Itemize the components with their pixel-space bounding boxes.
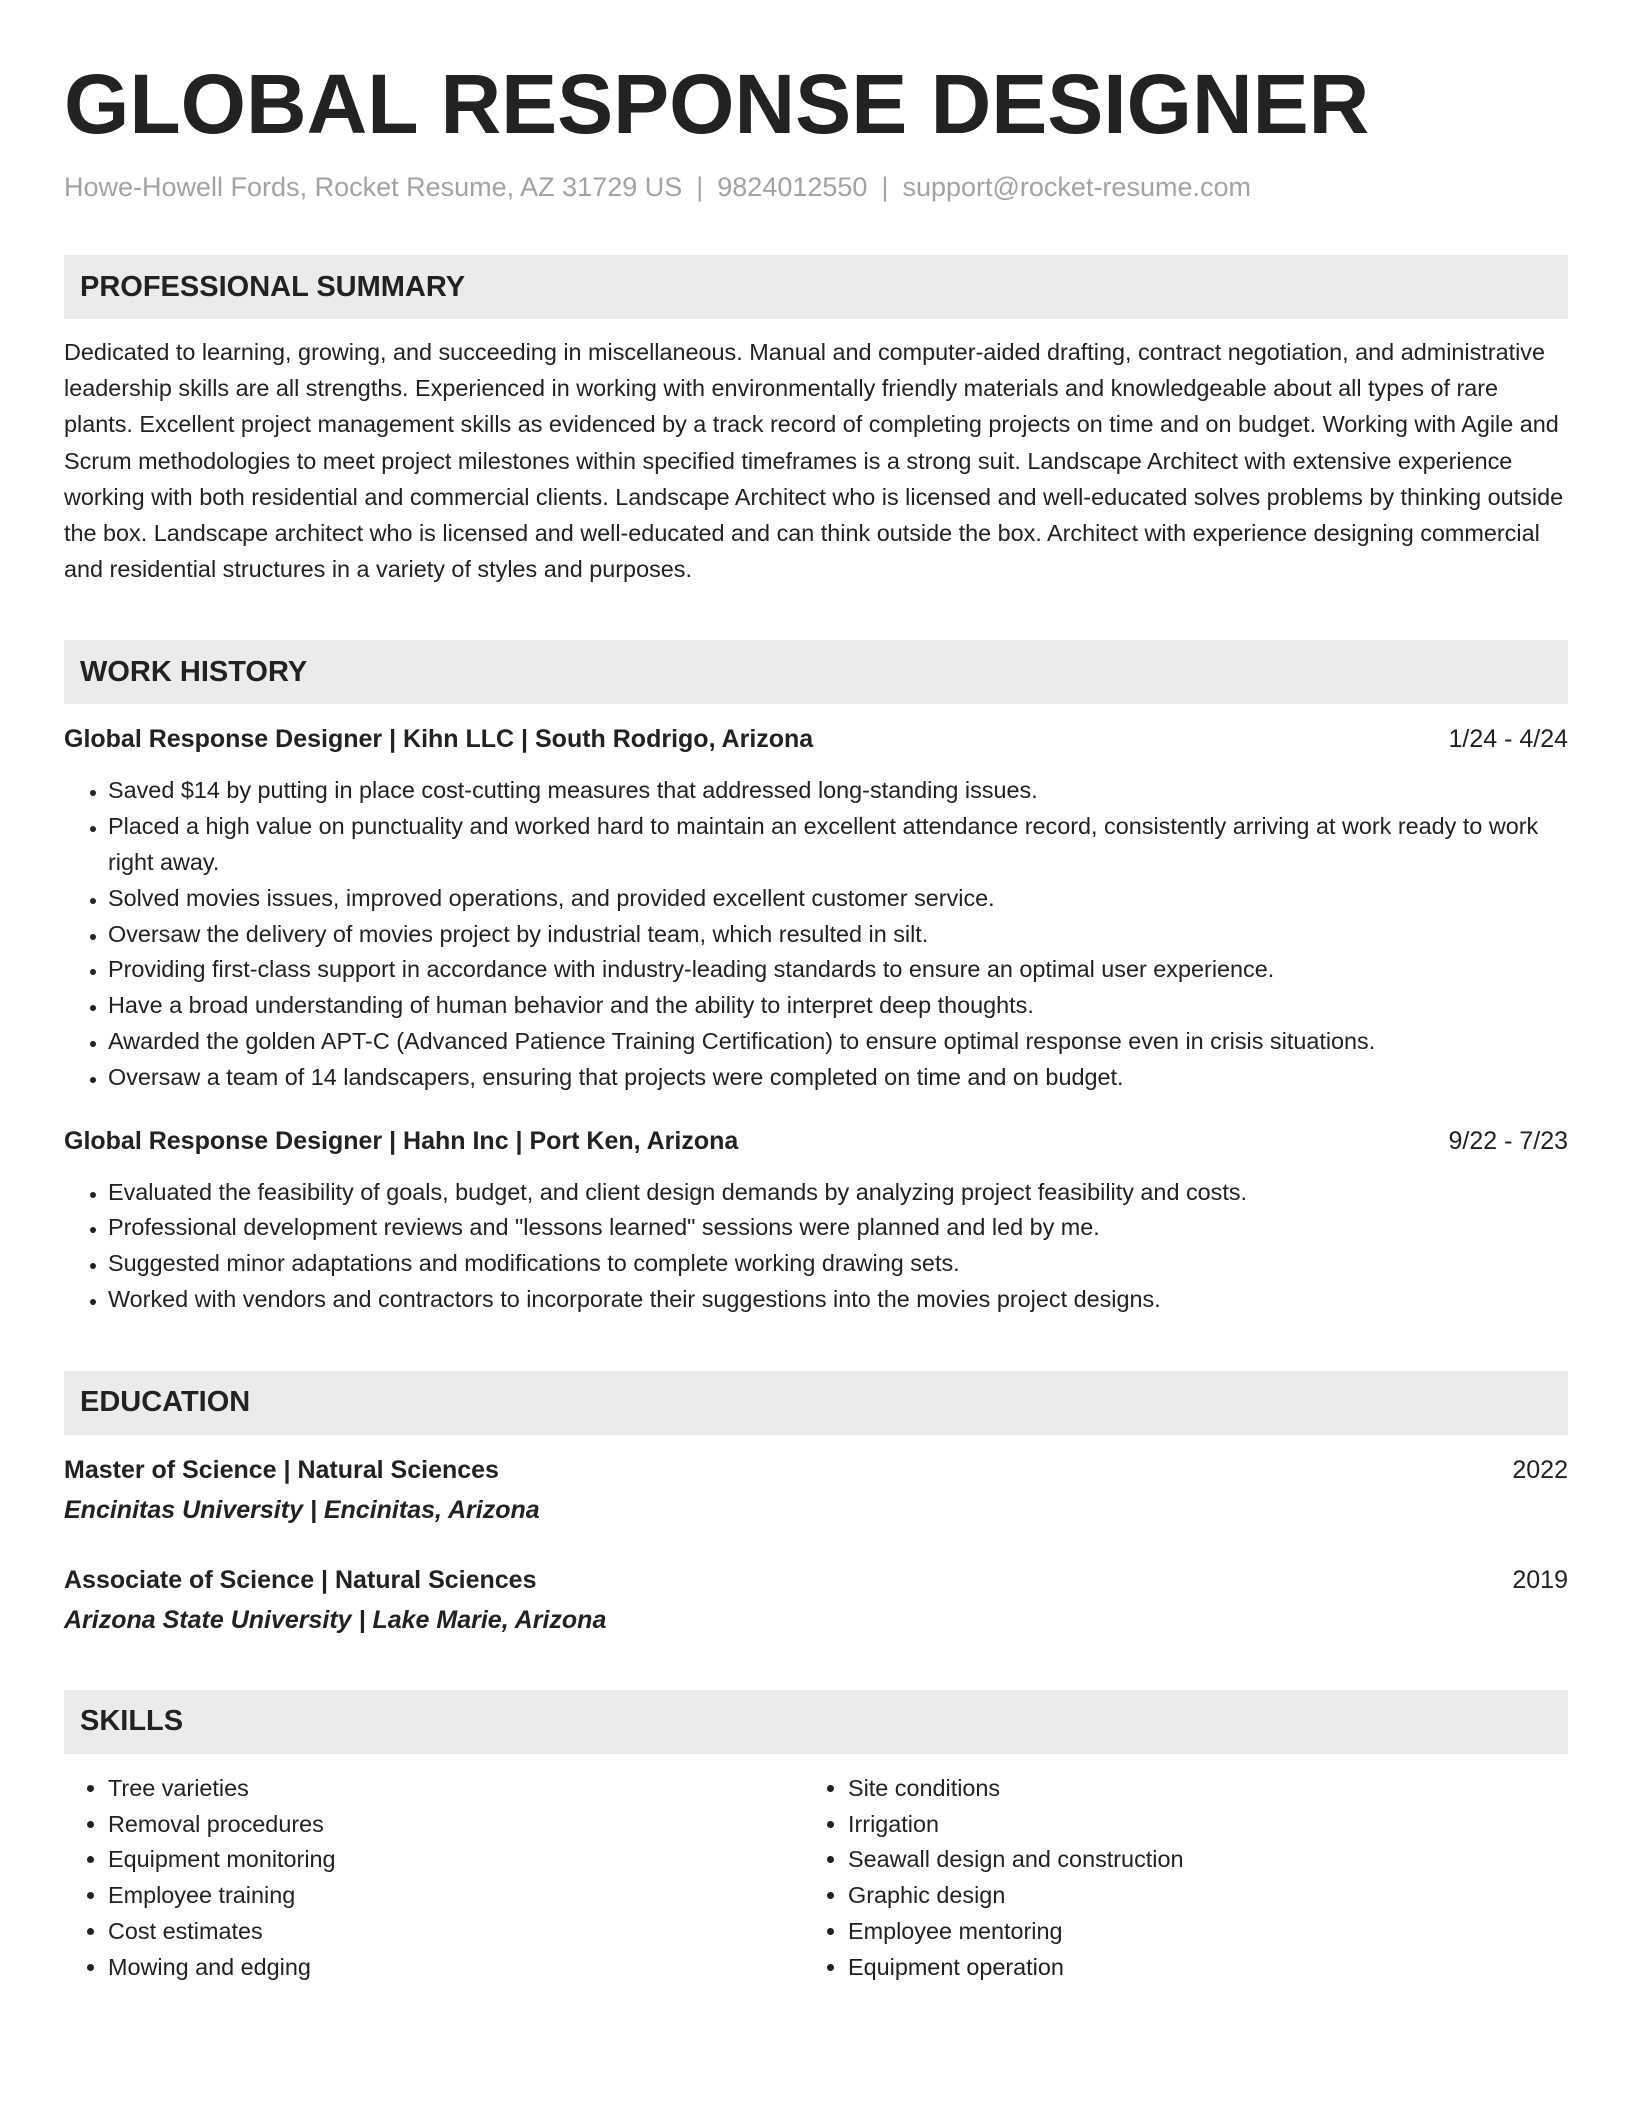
skills-list	[64, 1771, 1568, 1986]
job-title: Global Response Designer | Kihn LLC | South Rodrigo, Arizona	[64, 725, 814, 754]
job-bullet: • Suggested minor adaptations and modifications to complete working drawing sets.	[108, 1246, 1568, 1282]
job-bullet: • Saved $14 by putting in place cost-cutting measures that addressed long-standing issues.	[108, 773, 1568, 809]
summary-text: Dedicated to learning, growing, and succeeding in miscellaneous. Manual and computer-aided drafting, contract negotiation, and administrative leadership skills are all strengths. Experienced in working with environmentally friendly materials and knowledgeable about all types of rare plants. Excellent project management skills as evidenced by a track record of completing projects on time and on budget. Working with Agile and Scrum methodologies to meet project milestones within specified timeframes is a strong suit. Landscape Architect with extensive experience working with both residential and commercial clients. Landscape Architect who is licensed and well-educated solves problems by thinking outside the box. Landscape architect who is licensed and well-educated and can think outside the box. Architect with experience designing commercial and residential structures in a variety of styles and purposes.	[64, 339, 1564, 583]
skill-item: • Employee training	[108, 1878, 804, 1914]
contact-phone: 9824012550	[717, 172, 868, 202]
job-bullet-list	[64, 773, 1568, 1095]
skill-item: • Irrigation	[848, 1807, 1504, 1843]
contact-email: support@rocket-resume.com	[902, 172, 1251, 202]
education-entry	[64, 1563, 1568, 1637]
education-entry	[64, 1453, 1568, 1527]
contact-line	[64, 170, 1568, 204]
section-heading-skills: SKILLS	[64, 1690, 1568, 1754]
education-header	[64, 1563, 1568, 1597]
skill-item: • Mowing and edging	[108, 1950, 804, 1986]
job-title: Global Response Designer | Hahn Inc | Port Ken, Arizona	[64, 1126, 739, 1155]
job-bullet: • Awarded the golden APT-C (Advanced Patience Training Certification) to ensure optimal response even in crisis situations.	[108, 1024, 1568, 1060]
skill-item: • Graphic design	[848, 1878, 1504, 1914]
section-heading-work-history: WORK HISTORY	[64, 640, 1568, 704]
skill-item: • Cost estimates	[108, 1914, 804, 1950]
job-entry	[64, 1124, 1568, 1318]
education-degree: Associate of Science | Natural Sciences	[64, 1565, 537, 1594]
skills-column-left	[64, 1771, 804, 1986]
skill-item: • Removal procedures	[108, 1807, 804, 1843]
section-heading-education: EDUCATION	[64, 1371, 1568, 1435]
contact-separator: |	[696, 172, 704, 202]
skill-item: • Equipment operation	[848, 1950, 1504, 1986]
skills-column-right	[804, 1771, 1504, 1986]
skill-item: • Equipment monitoring	[108, 1842, 804, 1878]
skill-item: • Seawall design and construction	[848, 1842, 1504, 1878]
contact-separator: |	[881, 172, 889, 202]
job-dates: 1/24 - 4/24	[1448, 725, 1568, 754]
job-entry	[64, 722, 1568, 1095]
contact-address: Howe-Howell Fords, Rocket Resume, AZ 31729 US	[64, 172, 683, 202]
resume-name: GLOBAL RESPONSE DESIGNER	[64, 57, 1370, 151]
job-header	[64, 722, 1568, 756]
job-bullet: • Professional development reviews and "lessons learned" sessions were planned and led by me.	[108, 1210, 1568, 1246]
skill-item: • Tree varieties	[108, 1771, 804, 1807]
job-bullet: • Placed a high value on punctuality and worked hard to maintain an excellent attendance record, consistently arriving at work ready to work right away.	[108, 809, 1568, 881]
education-school: Arizona State University | Lake Marie, Arizona	[64, 1605, 607, 1634]
job-bullet: • Worked with vendors and contractors to incorporate their suggestions into the movies project designs.	[108, 1282, 1568, 1318]
education-year: 2019	[1512, 1565, 1568, 1594]
skill-item: • Employee mentoring	[848, 1914, 1504, 1950]
job-bullet-list	[64, 1175, 1568, 1318]
education-degree: Master of Science | Natural Sciences	[64, 1455, 499, 1484]
job-header	[64, 1124, 1568, 1158]
job-bullet: • Evaluated the feasibility of goals, budget, and client design demands by analyzing project feasibility and costs.	[108, 1175, 1568, 1211]
job-bullet: • Oversaw a team of 14 landscapers, ensuring that projects were completed on time and on budget.	[108, 1060, 1568, 1096]
job-bullet: • Providing first-class support in accordance with industry-leading standards to ensure an optimal user experience.	[108, 952, 1568, 988]
education-header	[64, 1453, 1568, 1487]
section-heading-summary: PROFESSIONAL SUMMARY	[64, 255, 1568, 319]
job-bullet: • Have a broad understanding of human behavior and the ability to interpret deep thoughts.	[108, 988, 1568, 1024]
job-bullet: • Oversaw the delivery of movies project by industrial team, which resulted in silt.	[108, 917, 1568, 953]
education-school: Encinitas University | Encinitas, Arizona	[64, 1495, 540, 1524]
skill-item: • Site conditions	[848, 1771, 1504, 1807]
education-year: 2022	[1512, 1455, 1568, 1484]
job-bullet: • Solved movies issues, improved operations, and provided excellent customer service.	[108, 881, 1568, 917]
job-dates: 9/22 - 7/23	[1448, 1126, 1568, 1155]
